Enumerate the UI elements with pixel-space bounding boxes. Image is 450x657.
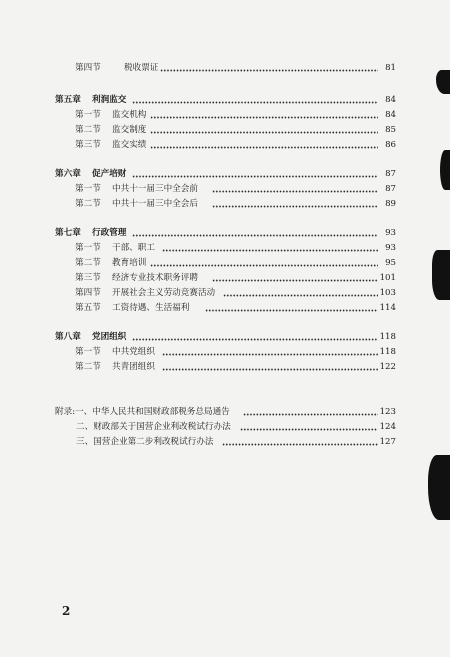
section-label: 第二节 xyxy=(75,362,101,372)
page-ref: 93 xyxy=(385,228,396,238)
page-ref: 85 xyxy=(385,125,396,135)
toc-entry-section xyxy=(0,61,450,75)
section-title: 监交机构 xyxy=(112,110,147,120)
section-title: 中共党组织 xyxy=(112,347,155,357)
toc-entry-section xyxy=(0,256,450,270)
dot-leader xyxy=(150,138,378,152)
toc-entry-appendix xyxy=(0,435,450,449)
toc-entry-section xyxy=(0,108,450,122)
page-ref: 123 xyxy=(379,407,396,417)
toc-entry-chapter xyxy=(0,226,450,240)
toc-entry-section xyxy=(0,123,450,137)
page-number: 2 xyxy=(62,604,71,618)
page-ref: 84 xyxy=(385,110,396,120)
page-ref: 87 xyxy=(385,169,396,179)
toc-entry-section xyxy=(0,271,450,285)
section-label: 第二节 xyxy=(75,199,101,209)
dot-leader xyxy=(162,241,378,255)
toc-entry-section xyxy=(0,197,450,211)
section-title: 干部、职工 xyxy=(112,243,155,253)
page-ref: 89 xyxy=(385,199,396,209)
section-title: 监交实绩 xyxy=(112,140,147,150)
scan-blot xyxy=(432,250,450,300)
chapter-label: 第七章 xyxy=(55,228,81,238)
scan-blot xyxy=(440,150,450,190)
section-label: 第四节 xyxy=(75,288,101,298)
section-title: 税收票证 xyxy=(124,63,159,73)
chapter-label: 第六章 xyxy=(55,169,81,179)
dot-leader xyxy=(132,167,378,181)
page-ref: 122 xyxy=(379,362,396,372)
dot-leader xyxy=(243,405,378,419)
section-title: 开展社会主义劳动竞赛活动 xyxy=(112,288,216,298)
page-ref: 84 xyxy=(385,95,396,105)
toc-entry-chapter xyxy=(0,167,450,181)
chapter-title: 促产培财 xyxy=(92,169,127,179)
section-title: 教育培训 xyxy=(112,258,147,268)
section-label: 第三节 xyxy=(75,273,101,283)
appendix-title: 二、财政部关于国营企业利改税试行办法 xyxy=(76,422,231,432)
chapter-label: 第五章 xyxy=(55,95,81,105)
toc-entry-section xyxy=(0,241,450,255)
toc-entry-section xyxy=(0,286,450,300)
section-label: 第一节 xyxy=(75,110,101,120)
page-ref: 127 xyxy=(379,437,396,447)
dot-leader xyxy=(205,301,378,315)
dot-leader xyxy=(132,93,378,107)
page-ref: 95 xyxy=(385,258,396,268)
section-label: 第四节 xyxy=(75,63,101,73)
dot-leader xyxy=(150,108,378,122)
page-ref: 103 xyxy=(379,288,396,298)
toc-entry-appendix xyxy=(0,405,450,419)
dot-leader xyxy=(132,226,378,240)
section-label: 第一节 xyxy=(75,184,101,194)
section-title: 中共十一届三中全会前 xyxy=(112,184,198,194)
dot-leader xyxy=(150,123,378,137)
page-ref: 118 xyxy=(379,347,396,357)
section-title: 中共十一届三中全会后 xyxy=(112,199,198,209)
toc-entry-section xyxy=(0,138,450,152)
dot-leader xyxy=(160,61,378,75)
dot-leader xyxy=(212,182,378,196)
dot-leader xyxy=(162,360,378,374)
section-title: 共青团组织 xyxy=(112,362,155,372)
section-title: 工资待遇、生活福利 xyxy=(112,303,190,313)
toc-entry-section xyxy=(0,360,450,374)
page-ref: 86 xyxy=(385,140,396,150)
section-label: 第三节 xyxy=(75,140,101,150)
page-ref: 118 xyxy=(379,332,396,342)
chapter-label: 第八章 xyxy=(55,332,81,342)
page-ref: 81 xyxy=(385,63,396,73)
dot-leader xyxy=(240,420,378,434)
toc-entry-section xyxy=(0,301,450,315)
section-label: 第一节 xyxy=(75,243,101,253)
chapter-title: 党团组织 xyxy=(92,332,127,342)
chapter-title: 行政管理 xyxy=(92,228,127,238)
dot-leader xyxy=(222,435,378,449)
appendix-title: 三、国营企业第二步利改税试行办法 xyxy=(76,437,214,447)
dot-leader xyxy=(223,286,378,300)
page-ref: 114 xyxy=(379,303,396,313)
page-ref: 124 xyxy=(379,422,396,432)
section-title: 经济专业技术职务评聘 xyxy=(112,273,198,283)
dot-leader xyxy=(162,345,378,359)
dot-leader xyxy=(212,271,378,285)
page-ref: 93 xyxy=(385,243,396,253)
toc-entry-section xyxy=(0,345,450,359)
section-label: 第一节 xyxy=(75,347,101,357)
toc-entry-appendix xyxy=(0,420,450,434)
scan-blot xyxy=(436,70,450,94)
appendix-title: 附录:一、中华人民共和国财政部税务总局通告 xyxy=(55,407,230,417)
section-label: 第二节 xyxy=(75,125,101,135)
section-label: 第五节 xyxy=(75,303,101,313)
chapter-title: 利润监交 xyxy=(92,95,127,105)
page-ref: 101 xyxy=(379,273,396,283)
page-ref: 87 xyxy=(385,184,396,194)
section-label: 第二节 xyxy=(75,258,101,268)
dot-leader xyxy=(212,197,378,211)
scan-blot xyxy=(428,455,450,520)
section-title: 监交制度 xyxy=(112,125,147,135)
toc-entry-section xyxy=(0,182,450,196)
dot-leader xyxy=(132,330,378,344)
dot-leader xyxy=(150,256,378,270)
toc-entry-chapter xyxy=(0,330,450,344)
toc-entry-chapter xyxy=(0,93,450,107)
